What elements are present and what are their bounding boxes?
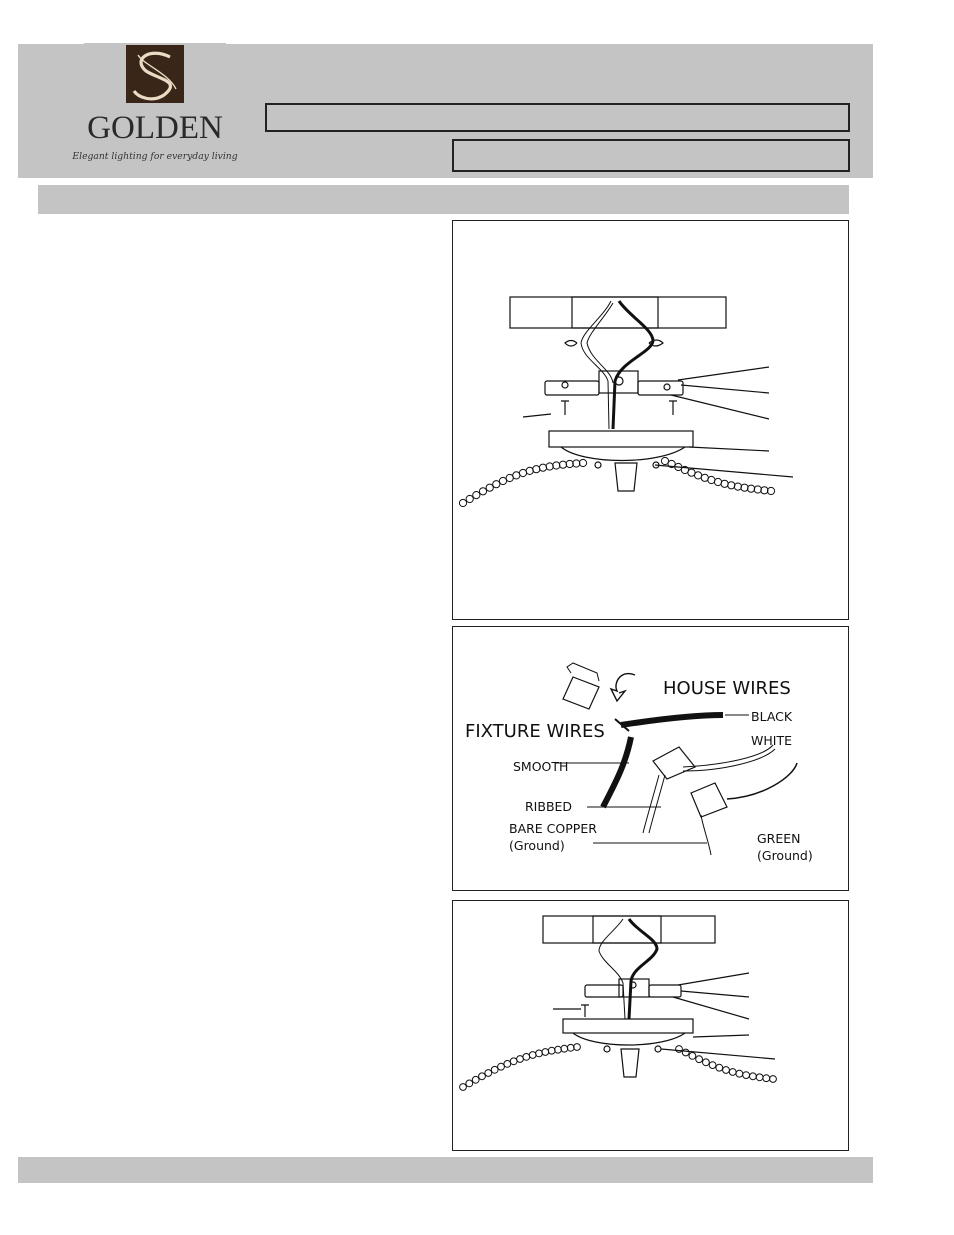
chain-bead — [459, 499, 466, 506]
chain-bead — [491, 1066, 498, 1073]
screw-left-icon — [561, 401, 569, 415]
chain-bead — [709, 1062, 716, 1069]
footer-bar — [18, 1157, 873, 1183]
leader-line-1 — [678, 367, 769, 380]
chain-bead — [703, 1059, 710, 1066]
green-ground-wire — [727, 763, 797, 799]
white-label: WHITE — [751, 733, 792, 748]
chain-bead — [661, 457, 668, 464]
crossbar-left — [545, 381, 599, 395]
green-ground-label: (Ground) — [757, 848, 813, 863]
chain-bead — [566, 460, 573, 467]
chain-bead — [682, 1049, 689, 1056]
chain-bead — [466, 495, 473, 502]
chain-bead — [756, 1074, 763, 1081]
chain-bead — [748, 485, 755, 492]
leader-line-3 — [671, 395, 769, 419]
black-house-wire — [629, 919, 657, 1019]
chain-bead — [770, 1076, 777, 1083]
mounting-diagram — [453, 221, 850, 621]
installed-fixture-panel — [452, 900, 849, 1151]
decor-bead-1 — [604, 1046, 610, 1052]
wire-nut-left-icon — [565, 341, 577, 347]
chain-bead — [485, 1070, 492, 1077]
chain-bead — [498, 1063, 505, 1070]
leader-line-2 — [681, 991, 749, 997]
chain-bead — [708, 476, 715, 483]
chain-bead — [526, 467, 533, 474]
chain-bead — [743, 1072, 750, 1079]
leader-line-2 — [681, 385, 769, 393]
junction-box-plate — [510, 297, 726, 328]
chain-bead — [486, 484, 493, 491]
black-house-wire — [613, 301, 653, 429]
model-box — [265, 103, 850, 132]
chain-bead — [696, 1056, 703, 1063]
chain-bead — [553, 462, 560, 469]
chain-bead — [579, 459, 586, 466]
leader-line-screw — [523, 414, 551, 417]
leader-line-5 — [661, 1049, 775, 1059]
chain-bead — [510, 1058, 517, 1065]
chain-bead — [548, 1047, 555, 1054]
white-house-wire-2 — [683, 749, 775, 771]
chain-bead — [736, 1070, 743, 1077]
wire-splice-diagram — [453, 627, 850, 892]
green-label: GREEN — [757, 831, 801, 846]
section-title-bar — [38, 185, 849, 214]
crossbar-right — [638, 381, 683, 395]
chain-bead — [529, 1052, 536, 1059]
chain-bead — [729, 1069, 736, 1076]
chain-bead — [695, 472, 702, 479]
leader-line-4 — [689, 447, 769, 451]
white-house-wire — [599, 919, 625, 1019]
chain-bead — [533, 466, 540, 473]
mounting-screw-right — [664, 384, 670, 390]
chain-bead — [546, 463, 553, 470]
black-label: BLACK — [751, 709, 793, 724]
chain-bead — [561, 1045, 568, 1052]
chain-bead — [555, 1046, 562, 1053]
wire-nut-middle-icon — [653, 747, 695, 779]
chain-bead — [754, 486, 761, 493]
white-house-wire — [683, 745, 773, 767]
chain-bead — [466, 1080, 473, 1087]
chain-bead — [728, 482, 735, 489]
decor-bead-1 — [595, 462, 601, 468]
chain-bead — [761, 487, 768, 494]
mounting-screw-left — [562, 382, 568, 388]
chain-bead — [542, 1049, 549, 1056]
bare-copper-wire — [701, 815, 711, 855]
chain-bead — [723, 1067, 730, 1074]
smooth-fixture-wire — [603, 737, 631, 807]
canopy-plate — [563, 1019, 693, 1033]
chain-bead — [506, 474, 513, 481]
chain-bead — [519, 469, 526, 476]
junction-box — [572, 297, 658, 328]
pull-chain-left — [460, 1044, 581, 1091]
chain-bead — [479, 1073, 486, 1080]
chain-bead — [676, 1046, 683, 1053]
screw-left-icon — [581, 1005, 589, 1017]
leader-line-5 — [655, 465, 793, 477]
crossbar-left — [585, 985, 623, 997]
brand-name: GOLDEN — [87, 110, 223, 146]
mounting-diagram-panel — [452, 220, 849, 620]
document-title-box — [452, 139, 850, 172]
chain-bead — [499, 477, 506, 484]
chain-bead — [472, 1076, 479, 1083]
bare-copper-label: BARE COPPER — [509, 821, 597, 836]
pull-chain-left — [459, 459, 586, 506]
chain-bead — [734, 483, 741, 490]
chain-bead — [517, 1056, 524, 1063]
white-house-wire — [581, 301, 611, 429]
chain-bead — [573, 460, 580, 467]
chain-bead — [716, 1064, 723, 1071]
smooth-label: SMOOTH — [513, 759, 569, 774]
chain-bead — [567, 1044, 574, 1051]
chain-bead — [767, 487, 774, 494]
chain-bead — [473, 492, 480, 499]
ribbed-label: RIBBED — [525, 799, 573, 814]
bare-copper-ground-label: (Ground) — [509, 838, 565, 853]
fixture-wires-label: FIXTURE WIRES — [465, 721, 605, 742]
canopy-plate — [549, 431, 693, 447]
house-wires-label: HOUSE WIRES — [663, 678, 791, 699]
leader-line-3 — [673, 997, 749, 1019]
chain-bead — [539, 464, 546, 471]
wire-nut-top-icon — [563, 677, 599, 709]
canopy-dome — [561, 447, 685, 461]
chain-bead — [523, 1054, 530, 1061]
brand-logo — [72, 43, 238, 175]
chain-bead — [689, 1053, 696, 1060]
crossbar-right — [649, 985, 681, 997]
chain-bead — [721, 480, 728, 487]
decor-bead-2 — [655, 1046, 661, 1052]
chain-bead — [536, 1050, 543, 1057]
chain-bead — [460, 1084, 467, 1091]
leader-line-1 — [678, 973, 749, 985]
canopy-dome — [573, 1033, 685, 1045]
chain-bead — [493, 481, 500, 488]
black-house-wire — [621, 715, 723, 725]
socket-cup — [615, 463, 637, 491]
chain-bead — [479, 488, 486, 495]
socket-cup — [621, 1049, 639, 1077]
pull-chain-right — [661, 457, 774, 494]
installed-fixture-diagram — [453, 901, 850, 1152]
chain-bead — [574, 1044, 581, 1051]
chain-bead — [559, 461, 566, 468]
chain-bead — [750, 1073, 757, 1080]
chain-bead — [763, 1075, 770, 1082]
wire-nut-bottom-icon — [691, 783, 727, 817]
screw-right-icon — [669, 401, 677, 415]
twist-arrow-icon — [611, 674, 635, 701]
chain-bead — [714, 478, 721, 485]
wire-splice-panel — [452, 626, 849, 891]
brand-tagline: Elegant lighting for everyday living — [72, 151, 238, 162]
leader-line-4 — [693, 1035, 749, 1037]
chain-bead — [504, 1061, 511, 1068]
chain-bead — [741, 484, 748, 491]
